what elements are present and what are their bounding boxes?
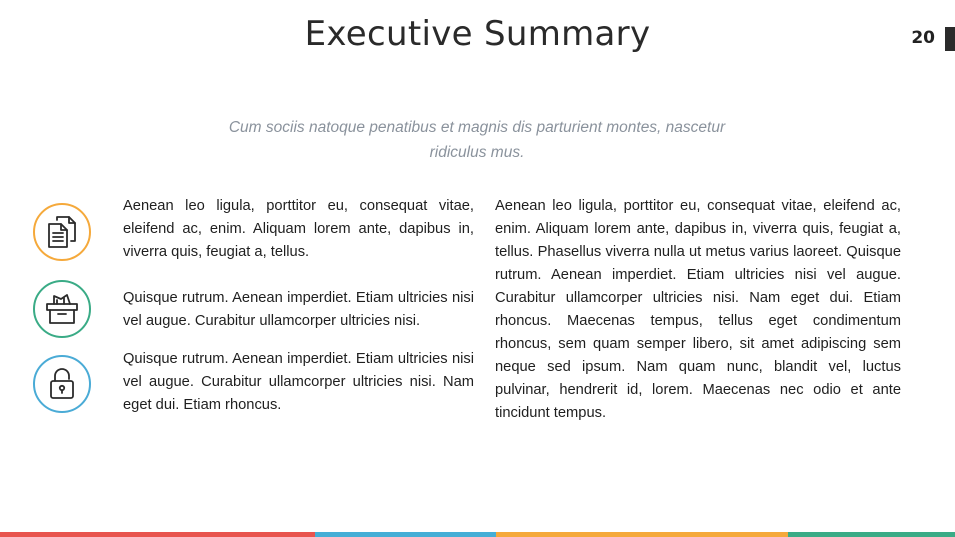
left-paragraph-1: Aenean leo ligula, porttitor eu, consequat vitae, eleifend ac, enim. Aliquam lorem ante, dapibus in, viverra quis, feugiat a, tellus.: [123, 198, 474, 260]
footer-color-bar: [0, 532, 955, 537]
footer-segment-blue: [315, 532, 496, 537]
inbox-box-icon-circle: [33, 280, 91, 338]
page-title: Executive Summary: [304, 14, 651, 54]
page-number: 20: [911, 28, 935, 48]
documents-icon-circle: [33, 203, 91, 261]
padlock-icon: [48, 367, 76, 401]
documents-icon: [47, 215, 77, 249]
inbox-box-icon: [45, 293, 79, 325]
page-number-tab: [945, 27, 955, 51]
left-paragraph-3: Quisque rutrum. Aenean imperdiet. Etiam ultricies nisi vel augue. Curabitur ullamcorper ultricies nisi. Nam eget dui. Etiam rhoncus.: [123, 351, 474, 413]
footer-segment-green: [788, 532, 955, 537]
footer-segment-orange: [496, 532, 788, 537]
padlock-icon-circle: [33, 355, 91, 413]
footer-segment-red: [0, 532, 315, 537]
right-paragraph: Aenean leo ligula, porttitor eu, consequat vitae, eleifend ac, enim. Aliquam lorem ante, dapibus in, viverra quis, feugiat a, tellus. Phasellus viverra nulla ut metus varius laoreet. Quisque rutrum. Aenean imperdiet. Etiam ultricies nisi vel augue. Curabitur ullamcorper ultricies nisi. Nam eget dui. Etiam rhoncus. Maecenas tempus, tellus eget condimentum rhoncus, sem quam semper libero, sit amet adipiscing sem neque sed ipsum. Nam quam nunc, blandit vel, luctus pulvinar, hendrerit id, lorem. Maecenas nec odio et ante tincidunt tempus.: [495, 198, 901, 421]
subtitle: Cum sociis natoque penatibus et magnis dis parturient montes, nascetur ridiculus mus.: [228, 119, 726, 161]
left-paragraph-2: Quisque rutrum. Aenean imperdiet. Etiam ultricies nisi vel augue. Curabitur ullamcorper ultricies nisi.: [123, 290, 474, 329]
